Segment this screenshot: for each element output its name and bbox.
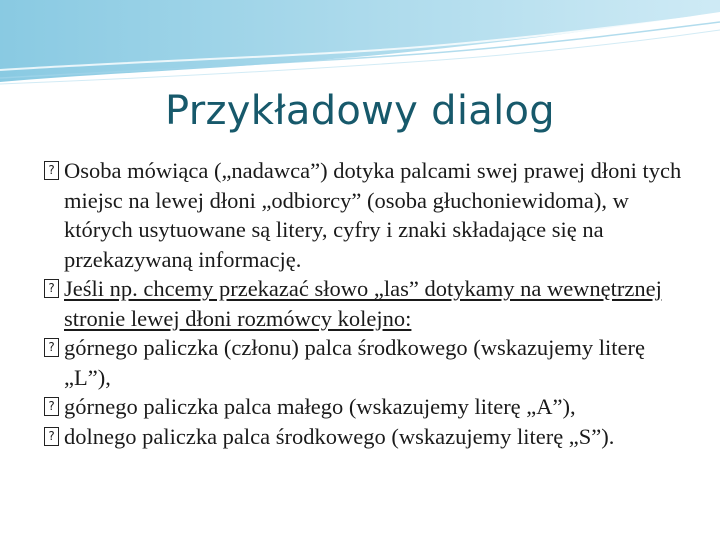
slide-title: Przykładowy dialog	[165, 88, 555, 134]
list-item-text: górnego paliczka (członu) palca środkowego (wskazujemy literę „L”),	[64, 335, 646, 390]
list-item	[44, 422, 694, 452]
list-item	[44, 156, 694, 274]
list-item	[44, 333, 694, 392]
missing-glyph-box-icon: ?	[44, 279, 59, 298]
header-wave-decoration	[0, 0, 720, 100]
list-item	[44, 274, 694, 333]
list-item-text: dolnego paliczka palca środkowego (wskazujemy literę „S”).	[64, 423, 615, 449]
missing-glyph-box-icon: ?	[44, 427, 59, 446]
slide-content	[44, 156, 694, 451]
list-item-text: Osoba mówiąca („nadawca”) dotyka palcami swej prawej dłoni tych miejsc na lewej dłoni „odbiorcy” (osoba głuchoniewidoma), w których usytuowane są litery, cyfry i znaki składające się na przekazywaną informację.	[64, 158, 682, 272]
missing-glyph-box-icon: ?	[44, 397, 59, 416]
list-item-text: Jeśli np. chcemy przekazać słowo „las” dotykamy na wewnętrznej stronie lewej dłoni rozmówcy kolejno:	[64, 276, 662, 331]
list-item-text: górnego paliczka palca małego (wskazujemy literę „A”),	[64, 394, 576, 419]
missing-glyph-box-icon: ?	[44, 338, 59, 357]
list-item	[44, 392, 694, 422]
missing-glyph-box-icon: ?	[44, 161, 59, 180]
